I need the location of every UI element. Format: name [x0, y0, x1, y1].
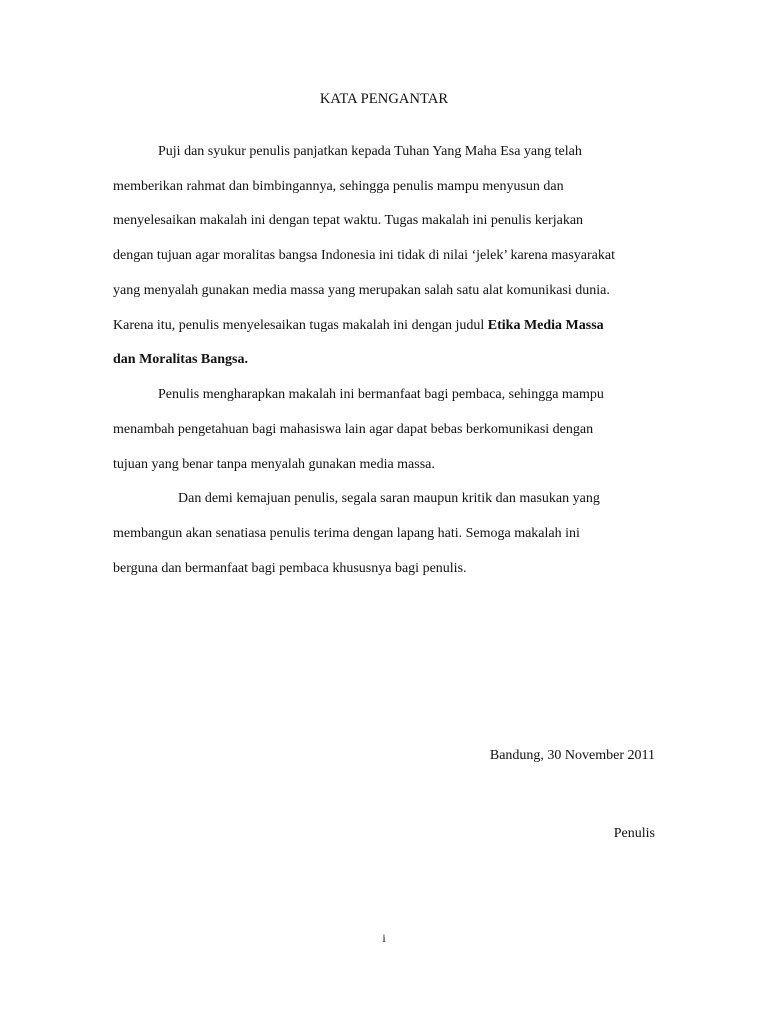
- paragraph-1-line-1: Puji dan syukur penulis panjatkan kepada Tuhan Yang Maha Esa yang telah: [158, 144, 582, 159]
- signature: Penulis: [613, 826, 655, 841]
- paragraph-3-line-1: Dan demi kemajuan penulis, segala saran maupun kritik dan masukan yang: [178, 491, 600, 506]
- paragraph-1-line-6: [113, 317, 604, 335]
- page-number: i: [382, 931, 386, 945]
- paragraph-1-line-3: menyelesaikan makalah ini dengan tepat waktu. Tugas makalah ini penulis kerjakan: [113, 213, 584, 228]
- paragraph-1-line-6-text: Karena itu, penulis menyelesaikan tugas makalah ini dengan judul: [113, 318, 488, 333]
- paragraph-2-line-3: tujuan yang benar tanpa menyalah gunakan media massa.: [113, 457, 435, 472]
- place-date: Bandung, 30 November 2011: [489, 748, 655, 763]
- paragraph-1-line-2: memberikan rahmat dan bimbingannya, sehingga penulis mampu menyusun dan: [113, 179, 564, 194]
- paper-title-part-1: Etika Media Massa: [487, 318, 604, 333]
- paragraph-1-line-5: yang menyalah gunakan media massa yang merupakan salah satu alat komunikasi dunia.: [113, 283, 610, 298]
- paragraph-2-line-1: Penulis mengharapkan makalah ini bermanfaat bagi pembaca, sehingga mampu: [158, 387, 604, 402]
- paragraph-2-line-2: menambah pengetahuan bagi mahasiswa lain agar dapat bebas berkomunikasi dengan: [113, 422, 594, 437]
- paragraph-3-line-2: membangun akan senatiasa penulis terima dengan lapang hati. Semoga makalah ini: [113, 526, 580, 541]
- paper-title-part-2: dan Moralitas Bangsa.: [113, 352, 248, 367]
- paragraph-3-line-3: berguna dan bermanfaat bagi pembaca khususnya bagi penulis.: [113, 561, 467, 576]
- page-title: KATA PENGANTAR: [319, 91, 449, 107]
- paragraph-1-line-4: dengan tujuan agar moralitas bangsa Indonesia ini tidak di nilai ‘jelek’ karena masyarakat: [113, 248, 615, 263]
